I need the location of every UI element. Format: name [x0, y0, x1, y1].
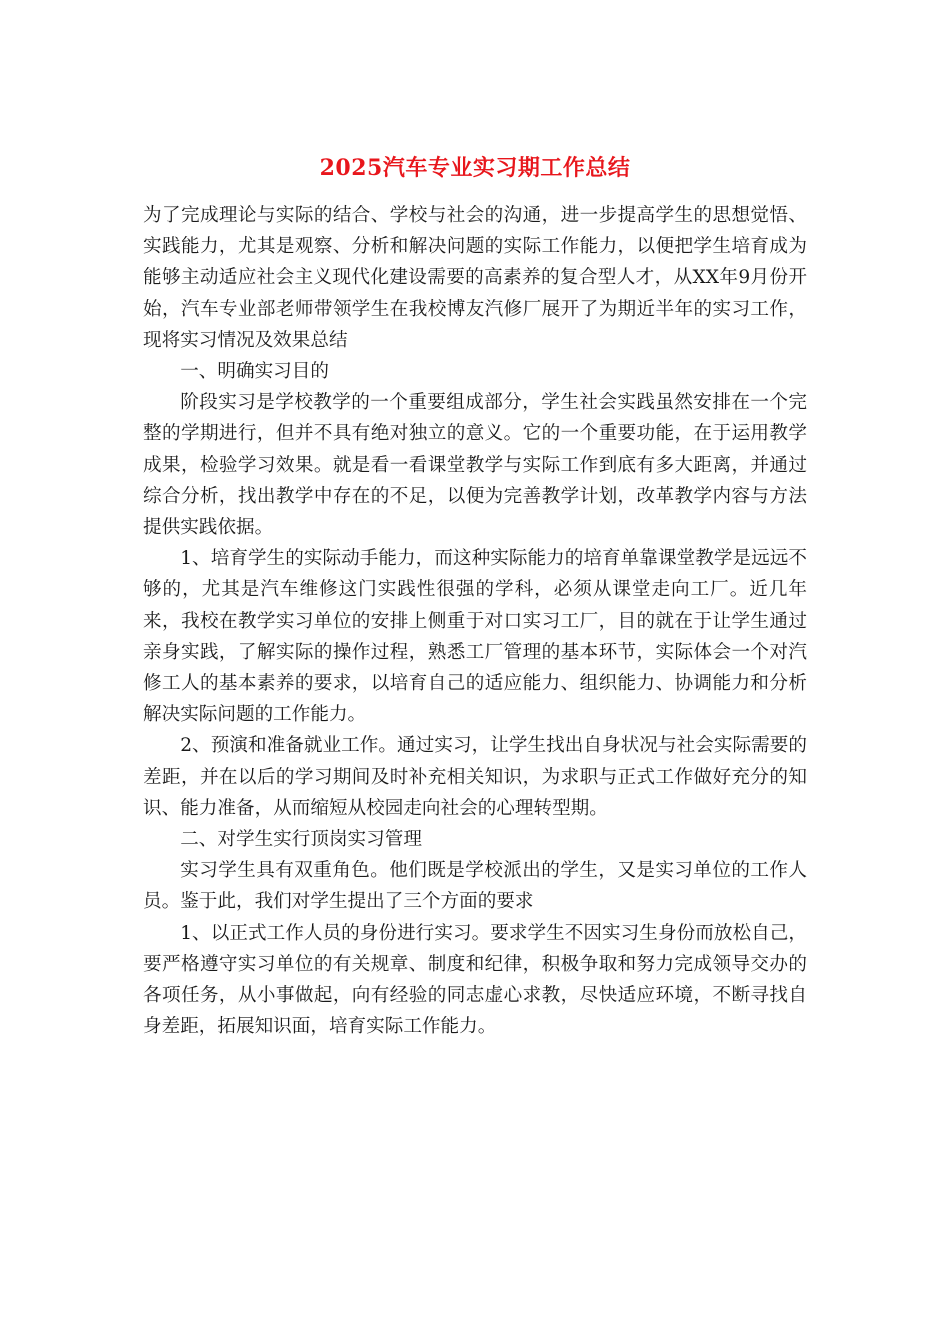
paragraph: 2、预演和准备就业工作。通过实习，让学生找出自身状况与社会实际需要的差距，并在以后的学习期间及时补充相关知识，为求职与正式工作做好充分的知识、能力准备，从而缩短从校园走向社会的心理转型期。	[143, 735, 807, 819]
paragraph: 阶段实习是学校教学的一个重要组成部分，学生社会实践虽然安排在一个完整的学期进行，但并不具有绝对独立的意义。它的一个重要功能，在于运用教学成果，检验学习效果。就是看一看课堂教学与实际工作到底有多大距离，并通过综合分析，找出教学中存在的不足，以便为完善教学计划，改革教学内容与方法提供实践依据。	[143, 392, 807, 539]
paragraph: 实习学生具有双重角色。他们既是学校派出的学生，又是实习单位的工作人员。鉴于此，我们对学生提出了三个方面的要求	[143, 860, 807, 913]
paragraph: 1、培育学生的实际动手能力，而这种实际能力的培育单靠课堂教学是远远不够的，尤其是汽车维修这门实践性很强的学科，必须从课堂走向工厂。近几年来，我校在教学实习单位的安排上侧重于对口实习工厂，目的就在于让学生通过亲身实践，了解实际的操作过程，熟悉工厂管理的基本环节，实际体会一个对汽修工人的基本素养的要求，以培育自己的适应能力、组织能力、协调能力和分析解决实际问题的工作能力。	[143, 548, 807, 726]
paragraph: 1、以正式工作人员的身份进行实习。要求学生不因实习生身份而放松自己，要严格遵守实习单位的有关规章、制度和纪律，积极争取和努力完成领导交办的各项任务，从小事做起，向有经验的同志虚心求教，尽快适应环境，不断寻找自身差距，拓展知识面，培育实际工作能力。	[143, 922, 807, 1038]
document-title: 2025汽车专业实习期工作总结	[319, 155, 631, 181]
section-heading-2: 二、对学生实行顶岗实习管理	[180, 829, 422, 851]
document-body	[143, 200, 807, 1042]
section-heading-1: 一、明确实习目的	[180, 361, 329, 383]
paragraph-intro: 为了完成理论与实际的结合、学校与社会的沟通，进一步提高学生的思想觉悟、实践能力，尤其是观察、分析和解决问题的实际工作能力，以便把学生培育成为能够主动适应社会主义现代化建设需要的高素养的复合型人才，从XX年9月份开始，汽车专业部老师带领学生在我校博友汽修厂展开了为期近半年的实习工作，现将实习情况及效果总结	[143, 205, 807, 351]
